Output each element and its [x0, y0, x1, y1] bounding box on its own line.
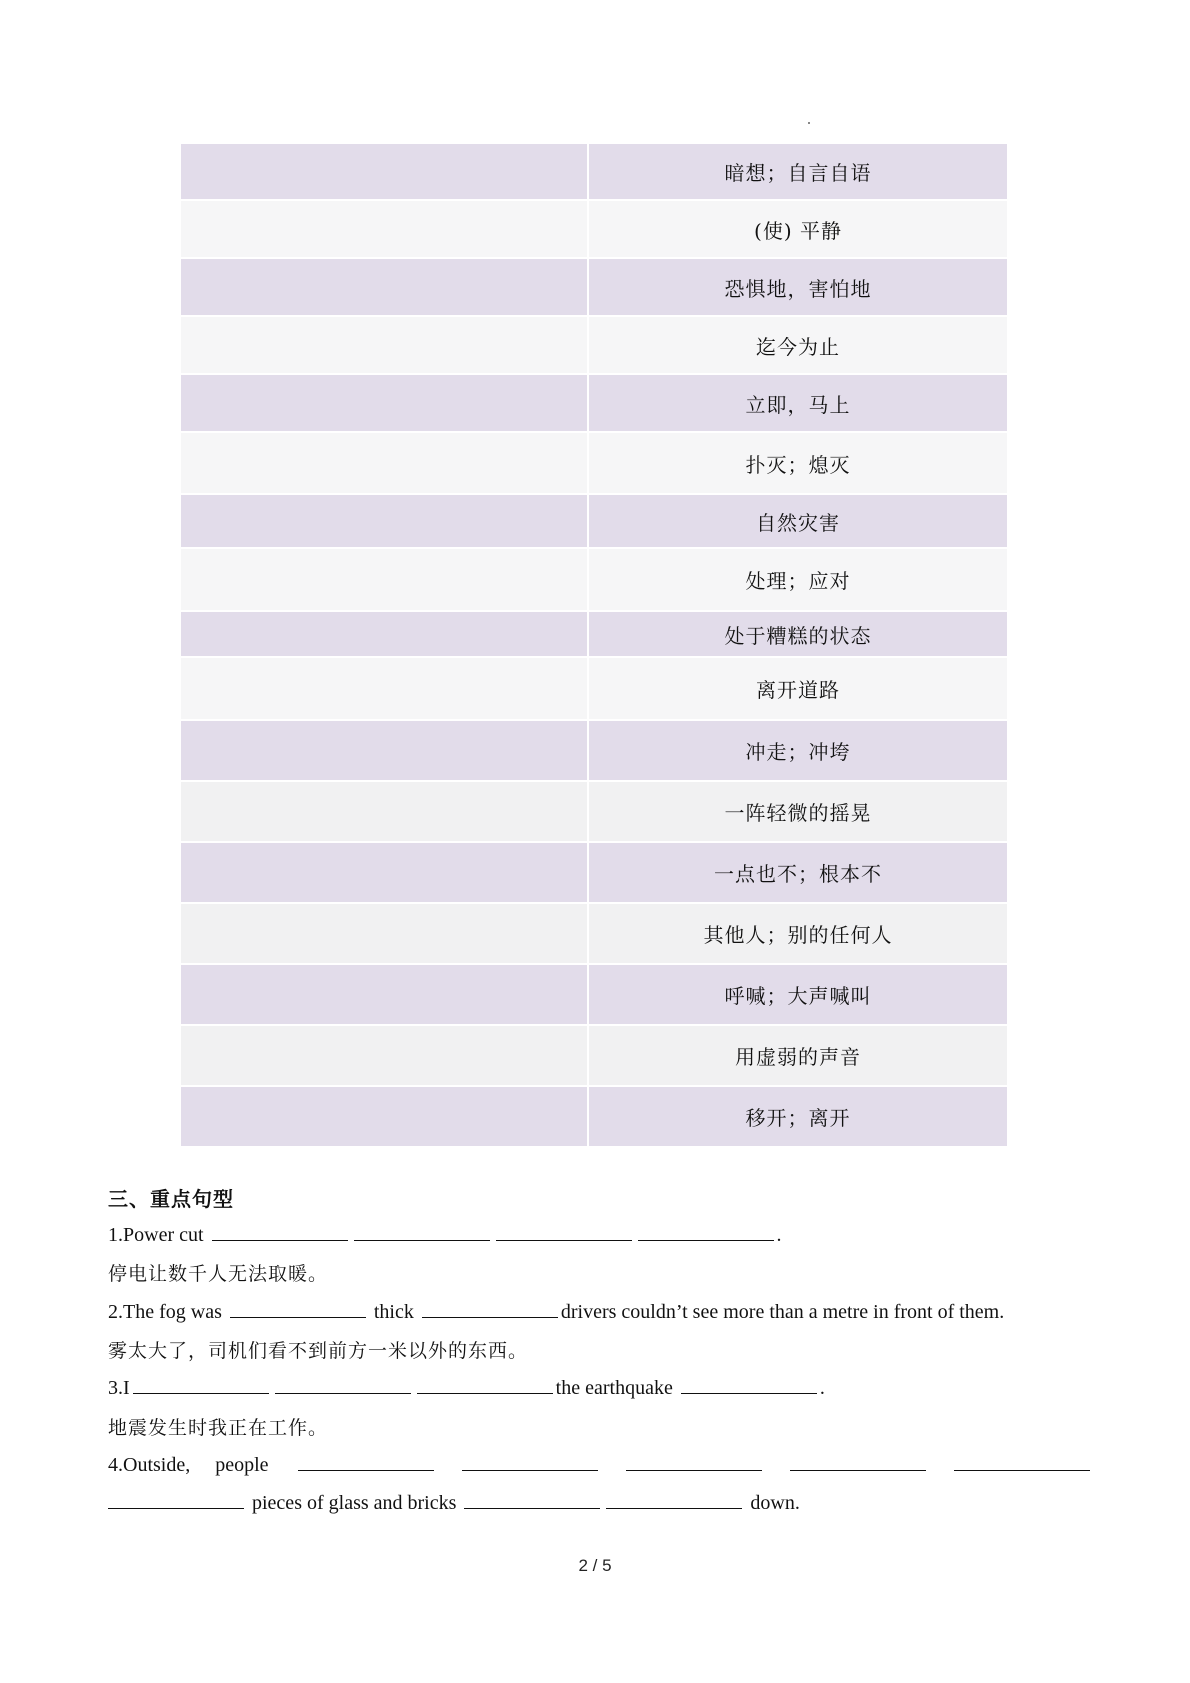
vocab-row — [180, 548, 1008, 611]
vocab-chinese-cell: 处于糟糕的状态 — [588, 611, 1008, 657]
vocab-english-cell[interactable] — [180, 432, 588, 494]
sentence-1 — [108, 1222, 782, 1247]
vocab-row — [180, 903, 1008, 964]
vocab-english-cell[interactable] — [180, 258, 588, 316]
vocab-chinese-cell: 处理；应对 — [588, 548, 1008, 611]
sentence-1-text: 1.Power cut — [108, 1224, 204, 1246]
vocab-english-cell[interactable] — [180, 720, 588, 781]
vocab-row — [180, 143, 1008, 200]
vocab-english-cell[interactable] — [180, 964, 588, 1025]
vocab-english-cell[interactable] — [180, 143, 588, 200]
answer-blank[interactable] — [133, 1375, 269, 1394]
vocab-row — [180, 374, 1008, 432]
vocab-chinese-cell: 恐惧地，害怕地 — [588, 258, 1008, 316]
vocab-row — [180, 1086, 1008, 1147]
vocab-english-cell[interactable] — [180, 781, 588, 842]
vocab-row — [180, 720, 1008, 781]
sentence-4 — [108, 1452, 1093, 1477]
page-mark — [808, 122, 810, 124]
answer-blank[interactable] — [496, 1222, 632, 1241]
answer-blank[interactable] — [606, 1490, 742, 1509]
vocab-row — [180, 1025, 1008, 1086]
vocab-row — [180, 964, 1008, 1025]
vocab-row — [180, 316, 1008, 374]
vocab-chinese-cell: 冲走；冲垮 — [588, 720, 1008, 781]
answer-blank[interactable] — [681, 1375, 817, 1394]
sentence-2-translation: 雾太大了，司机们看不到前方一米以外的东西。 — [108, 1340, 529, 1362]
vocab-english-cell[interactable] — [180, 494, 588, 548]
vocab-english-cell[interactable] — [180, 1025, 588, 1086]
sentence-3-end: . — [819, 1377, 825, 1399]
page-number: 2 / 5 — [578, 1556, 612, 1575]
answer-blank[interactable] — [954, 1452, 1090, 1471]
vocab-english-cell[interactable] — [180, 200, 588, 258]
sentence-4-continued — [108, 1490, 800, 1515]
vocab-chinese-cell: 一阵轻微的摇晃 — [588, 781, 1008, 842]
answer-blank[interactable] — [462, 1452, 598, 1471]
vocab-row — [180, 657, 1008, 720]
vocab-chinese-cell: 移开；离开 — [588, 1086, 1008, 1147]
vocab-english-cell[interactable] — [180, 374, 588, 432]
sentence-1-end: . — [776, 1224, 782, 1246]
answer-blank[interactable] — [626, 1452, 762, 1471]
sentence-4-text: down. — [750, 1492, 800, 1514]
vocab-chinese-cell: 立即，马上 — [588, 374, 1008, 432]
sentence-2-text: drivers couldn’t see more than a metre in front of them. — [560, 1301, 1005, 1323]
vocab-chinese-cell: 暗想；自言自语 — [588, 143, 1008, 200]
answer-blank[interactable] — [298, 1452, 434, 1471]
vocab-chinese-cell: 其他人；别的任何人 — [588, 903, 1008, 964]
sentence-2 — [108, 1299, 1004, 1324]
answer-blank[interactable] — [638, 1222, 774, 1241]
vocab-chinese-cell: 一点也不；根本不 — [588, 842, 1008, 903]
vocab-row — [180, 611, 1008, 657]
vocab-row — [180, 842, 1008, 903]
vocab-chinese-cell: 迄今为止 — [588, 316, 1008, 374]
sentence-4-text: people — [215, 1454, 269, 1476]
answer-blank[interactable] — [422, 1299, 558, 1318]
vocab-english-cell[interactable] — [180, 903, 588, 964]
vocab-chinese-cell: 用虚弱的声音 — [588, 1025, 1008, 1086]
vocabulary-table — [179, 142, 1009, 1148]
sentence-3 — [108, 1375, 825, 1400]
vocab-chinese-cell: 离开道路 — [588, 657, 1008, 720]
answer-blank[interactable] — [212, 1222, 348, 1241]
answer-blank[interactable] — [464, 1490, 600, 1509]
sentence-4-text: 4.Outside, — [108, 1454, 191, 1476]
vocab-row — [180, 494, 1008, 548]
vocab-chinese-cell: 扑灭；熄灭 — [588, 432, 1008, 494]
vocab-english-cell[interactable] — [180, 657, 588, 720]
vocab-english-cell[interactable] — [180, 1086, 588, 1147]
answer-blank[interactable] — [275, 1375, 411, 1394]
answer-blank[interactable] — [230, 1299, 366, 1318]
sentence-4-text: pieces of glass and bricks — [252, 1492, 457, 1514]
vocab-row — [180, 781, 1008, 842]
vocab-english-cell[interactable] — [180, 611, 588, 657]
sentence-3-text: 3.I — [108, 1377, 130, 1399]
vocab-english-cell[interactable] — [180, 316, 588, 374]
sentence-3-text: the earthquake — [555, 1377, 673, 1399]
vocab-chinese-cell: 呼喊；大声喊叫 — [588, 964, 1008, 1025]
vocab-english-cell[interactable] — [180, 548, 588, 611]
answer-blank[interactable] — [108, 1490, 244, 1509]
answer-blank[interactable] — [354, 1222, 490, 1241]
sentence-3-translation: 地震发生时我正在工作。 — [108, 1417, 329, 1439]
answer-blank[interactable] — [417, 1375, 553, 1394]
vocab-row — [180, 432, 1008, 494]
section-title: 三、重点句型 — [108, 1187, 234, 1211]
answer-blank[interactable] — [790, 1452, 926, 1471]
vocab-chinese-cell: 自然灾害 — [588, 494, 1008, 548]
vocab-english-cell[interactable] — [180, 842, 588, 903]
vocab-chinese-cell: (使) 平静 — [588, 200, 1008, 258]
sentence-2-text: 2.The fog was — [108, 1301, 222, 1323]
sentence-2-text: thick — [373, 1301, 414, 1323]
vocab-row — [180, 258, 1008, 316]
sentence-1-translation: 停电让数千人无法取暖。 — [108, 1263, 329, 1285]
vocab-row — [180, 200, 1008, 258]
